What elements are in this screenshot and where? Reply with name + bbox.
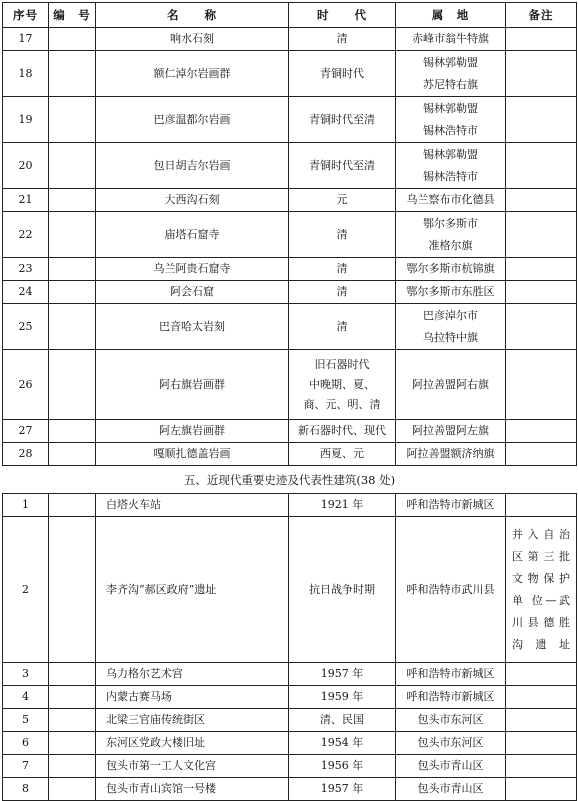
cell-name-line: 响水石刻 xyxy=(170,32,214,45)
cell-num xyxy=(49,663,96,686)
cell-era: 1921 年 xyxy=(289,494,396,517)
table-row xyxy=(3,212,577,258)
cell-loc: 呼和浩特市新城区 xyxy=(396,494,506,517)
table-row xyxy=(3,732,577,755)
cell-name xyxy=(96,143,289,189)
cell-era-line: 元 xyxy=(336,193,348,206)
cell-note xyxy=(506,420,577,443)
cell-name-line: 阿右旗岩画群 xyxy=(159,377,225,391)
cell-seq: 28 xyxy=(3,443,49,466)
cell-seq: 2 xyxy=(3,517,49,663)
cell-note xyxy=(506,732,577,755)
cell-num xyxy=(49,97,96,143)
cell-seq: 24 xyxy=(3,281,49,304)
cell-note xyxy=(506,258,577,281)
cell-seq: 27 xyxy=(3,420,49,443)
cell-loc-line: 锡林郭勒盟 xyxy=(423,101,478,115)
cell-seq: 7 xyxy=(3,755,49,778)
cell-seq: 21 xyxy=(3,189,49,212)
cell-name-line: 庙塔石窟寺 xyxy=(164,227,220,241)
cell-loc xyxy=(396,189,506,212)
cell-name-line: 额仁淖尔岩画群 xyxy=(153,66,231,80)
cell-loc xyxy=(396,281,506,304)
table-row xyxy=(3,28,577,51)
cell-era-line: 青铜时代至清 xyxy=(309,158,375,172)
cell-era xyxy=(289,281,396,304)
cell-name-line: 巴彦温都尔岩画 xyxy=(153,112,231,126)
header-num: 编 号 xyxy=(49,3,96,28)
table-row xyxy=(3,258,577,281)
cell-era-line: 西夏、元 xyxy=(320,447,364,460)
table-row xyxy=(3,663,577,686)
cell-note-line: 川县德胜 xyxy=(512,615,570,629)
cell-era: 1956 年 xyxy=(289,755,396,778)
table-row xyxy=(3,709,577,732)
cell-era-line: 清 xyxy=(336,285,348,298)
cell-loc: 包头市东河区 xyxy=(396,709,506,732)
cell-name xyxy=(96,443,289,466)
table-row xyxy=(3,97,577,143)
cell-loc xyxy=(396,28,506,51)
cell-era xyxy=(289,420,396,443)
cell-loc-line: 锡林郭勒盟 xyxy=(423,55,478,69)
cell-era: 1954 年 xyxy=(289,732,396,755)
header-name: 名 称 xyxy=(96,3,289,28)
cell-loc xyxy=(396,304,506,350)
cell-era-line: 中晚期、夏、 xyxy=(309,377,375,391)
cell-loc xyxy=(396,97,506,143)
cell-seq: 1 xyxy=(3,494,49,517)
cell-seq: 19 xyxy=(3,97,49,143)
cell-name xyxy=(96,350,289,420)
cell-num xyxy=(49,517,96,663)
cell-loc-line: 鄂尔多斯市杭锦旗 xyxy=(406,262,495,275)
cell-name xyxy=(96,51,289,97)
cell-num xyxy=(49,755,96,778)
header-row xyxy=(3,3,577,28)
cell-name xyxy=(96,212,289,258)
cell-seq: 20 xyxy=(3,143,49,189)
cell-name: 内蒙古赛马场 xyxy=(96,686,289,709)
cell-name xyxy=(96,304,289,350)
cell-seq: 5 xyxy=(3,709,49,732)
cell-name-line: 巴音哈太岩刻 xyxy=(159,319,225,333)
cell-era xyxy=(289,258,396,281)
cell-era xyxy=(289,189,396,212)
table-row xyxy=(3,281,577,304)
cell-era xyxy=(289,350,396,420)
cell-loc xyxy=(396,443,506,466)
cell-note xyxy=(506,517,577,663)
cell-name xyxy=(96,28,289,51)
cell-name: 东河区党政大楼旧址 xyxy=(96,732,289,755)
section-row xyxy=(3,466,577,494)
cell-era-line: 清 xyxy=(336,32,348,45)
cell-note xyxy=(506,189,577,212)
cell-loc-line: 阿拉善盟额济纳旗 xyxy=(406,447,495,460)
cell-loc: 呼和浩特市新城区 xyxy=(396,686,506,709)
cell-num xyxy=(49,51,96,97)
cell-note xyxy=(506,143,577,189)
cell-loc-line: 锡林郭勒盟 xyxy=(423,147,478,161)
cell-era: 1957 年 xyxy=(289,778,396,801)
table-row xyxy=(3,755,577,778)
cell-era-line: 清 xyxy=(336,319,348,333)
cell-loc: 呼和浩特市武川县 xyxy=(396,517,506,663)
cell-name: 包头市青山宾馆一号楼 xyxy=(96,778,289,801)
cell-name: 北梁三官庙传统街区 xyxy=(96,709,289,732)
cell-era xyxy=(289,51,396,97)
heritage-table xyxy=(2,2,577,801)
cell-seq: 4 xyxy=(3,686,49,709)
cell-seq: 25 xyxy=(3,304,49,350)
cell-loc-line: 乌拉特中旗 xyxy=(423,330,478,344)
header-loc: 属 地 xyxy=(396,3,506,28)
table-row xyxy=(3,51,577,97)
cell-era xyxy=(289,212,396,258)
header-note: 备注 xyxy=(506,3,577,28)
cell-note xyxy=(506,281,577,304)
cell-num xyxy=(49,189,96,212)
cell-note xyxy=(506,443,577,466)
cell-note xyxy=(506,350,577,420)
cell-num xyxy=(49,709,96,732)
header-seq: 序号 xyxy=(3,3,49,28)
cell-era xyxy=(289,304,396,350)
cell-loc xyxy=(396,51,506,97)
cell-num xyxy=(49,28,96,51)
cell-name: 白塔火车站 xyxy=(96,494,289,517)
cell-name xyxy=(96,97,289,143)
cell-num xyxy=(49,281,96,304)
cell-seq: 6 xyxy=(3,732,49,755)
cell-name-line: 阿左旗岩画群 xyxy=(159,424,225,437)
header-era: 时 代 xyxy=(289,3,396,28)
cell-era-line: 商、元、明、清 xyxy=(303,397,381,411)
cell-era-line: 新石器时代、现代 xyxy=(298,424,386,437)
cell-era: 清、民国 xyxy=(289,709,396,732)
cell-loc-line: 鄂尔多斯市 xyxy=(423,216,478,230)
cell-note xyxy=(506,212,577,258)
cell-name-line: 嘎顺扎德盖岩画 xyxy=(153,447,231,460)
cell-era-line: 旧石器时代 xyxy=(314,357,370,371)
cell-note xyxy=(506,686,577,709)
cell-name xyxy=(96,420,289,443)
cell-loc: 包头市东河区 xyxy=(396,732,506,755)
cell-seq: 17 xyxy=(3,28,49,51)
cell-num xyxy=(49,258,96,281)
cell-loc-line: 锡林浩特市 xyxy=(423,123,478,137)
cell-num xyxy=(49,304,96,350)
cell-name xyxy=(96,258,289,281)
cell-loc: 包头市青山区 xyxy=(396,778,506,801)
cell-loc-line: 准格尔旗 xyxy=(428,238,473,252)
cell-era xyxy=(289,28,396,51)
cell-loc: 呼和浩特市新城区 xyxy=(396,663,506,686)
cell-num xyxy=(49,778,96,801)
cell-era: 1959 年 xyxy=(289,686,396,709)
table-row xyxy=(3,350,577,420)
cell-note xyxy=(506,28,577,51)
cell-era xyxy=(289,443,396,466)
cell-note-line: 并入自治 xyxy=(512,527,570,541)
cell-name: 乌力格尔艺术宫 xyxy=(96,663,289,686)
cell-note xyxy=(506,97,577,143)
cell-era xyxy=(289,97,396,143)
cell-note xyxy=(506,51,577,97)
cell-name: 李齐沟“郝区政府”遗址 xyxy=(96,517,289,663)
table-row xyxy=(3,494,577,517)
cell-note-line: 文物保护 xyxy=(512,571,570,585)
cell-note-line: 沟遗址 xyxy=(512,637,570,651)
table-row xyxy=(3,778,577,801)
cell-loc xyxy=(396,143,506,189)
cell-num xyxy=(49,350,96,420)
cell-num xyxy=(49,443,96,466)
table-row xyxy=(3,517,577,663)
cell-loc xyxy=(396,212,506,258)
cell-note xyxy=(506,663,577,686)
cell-name xyxy=(96,281,289,304)
cell-era-line: 清 xyxy=(336,262,348,275)
cell-num xyxy=(49,686,96,709)
cell-num xyxy=(49,143,96,189)
cell-seq: 22 xyxy=(3,212,49,258)
cell-name-line: 阿会石窟 xyxy=(170,285,214,298)
cell-name: 包头市第一工人文化宫 xyxy=(96,755,289,778)
table-row xyxy=(3,443,577,466)
cell-era-line: 青铜时代 xyxy=(320,66,364,80)
cell-seq: 8 xyxy=(3,778,49,801)
cell-loc-line: 阿拉善盟阿右旗 xyxy=(412,377,489,391)
cell-seq: 18 xyxy=(3,51,49,97)
cell-era: 1957 年 xyxy=(289,663,396,686)
cell-note xyxy=(506,304,577,350)
cell-num xyxy=(49,732,96,755)
cell-loc-line: 赤峰市翁牛特旗 xyxy=(412,32,489,45)
cell-name xyxy=(96,189,289,212)
table-row xyxy=(3,420,577,443)
table-row xyxy=(3,189,577,212)
cell-name-line: 乌兰阿贵石窟寺 xyxy=(153,262,231,275)
cell-seq: 23 xyxy=(3,258,49,281)
cell-note xyxy=(506,778,577,801)
cell-name-line: 包日胡吉尔岩画 xyxy=(153,158,231,172)
cell-note xyxy=(506,709,577,732)
cell-era xyxy=(289,143,396,189)
cell-era-line: 清 xyxy=(336,227,348,241)
cell-loc-line: 鄂尔多斯市东胜区 xyxy=(406,285,495,298)
cell-era-line: 青铜时代至清 xyxy=(309,112,375,126)
table-row xyxy=(3,143,577,189)
cell-seq: 3 xyxy=(3,663,49,686)
cell-seq: 26 xyxy=(3,350,49,420)
cell-num xyxy=(49,494,96,517)
cell-loc-line: 苏尼特右旗 xyxy=(423,77,478,91)
cell-num xyxy=(49,420,96,443)
cell-note xyxy=(506,755,577,778)
cell-num xyxy=(49,212,96,258)
cell-loc xyxy=(396,350,506,420)
cell-loc-line: 巴彦淖尔市 xyxy=(423,308,478,322)
cell-loc: 包头市青山区 xyxy=(396,755,506,778)
cell-loc-line: 阿拉善盟阿左旗 xyxy=(412,424,489,437)
table-row xyxy=(3,304,577,350)
cell-note xyxy=(506,494,577,517)
cell-era: 抗日战争时期 xyxy=(289,517,396,663)
cell-note-line: 单 位—武 xyxy=(512,593,570,607)
cell-note-line: 区第三批 xyxy=(512,549,570,563)
cell-name-line: 大西沟石刻 xyxy=(164,193,220,206)
cell-loc xyxy=(396,420,506,443)
cell-loc-line: 乌兰察布市化德县 xyxy=(406,193,495,206)
section-title: 五、近现代重要史迹及代表性建筑(38 处) xyxy=(3,466,577,494)
cell-loc-line: 锡林浩特市 xyxy=(423,169,478,183)
table-row xyxy=(3,686,577,709)
cell-loc xyxy=(396,258,506,281)
